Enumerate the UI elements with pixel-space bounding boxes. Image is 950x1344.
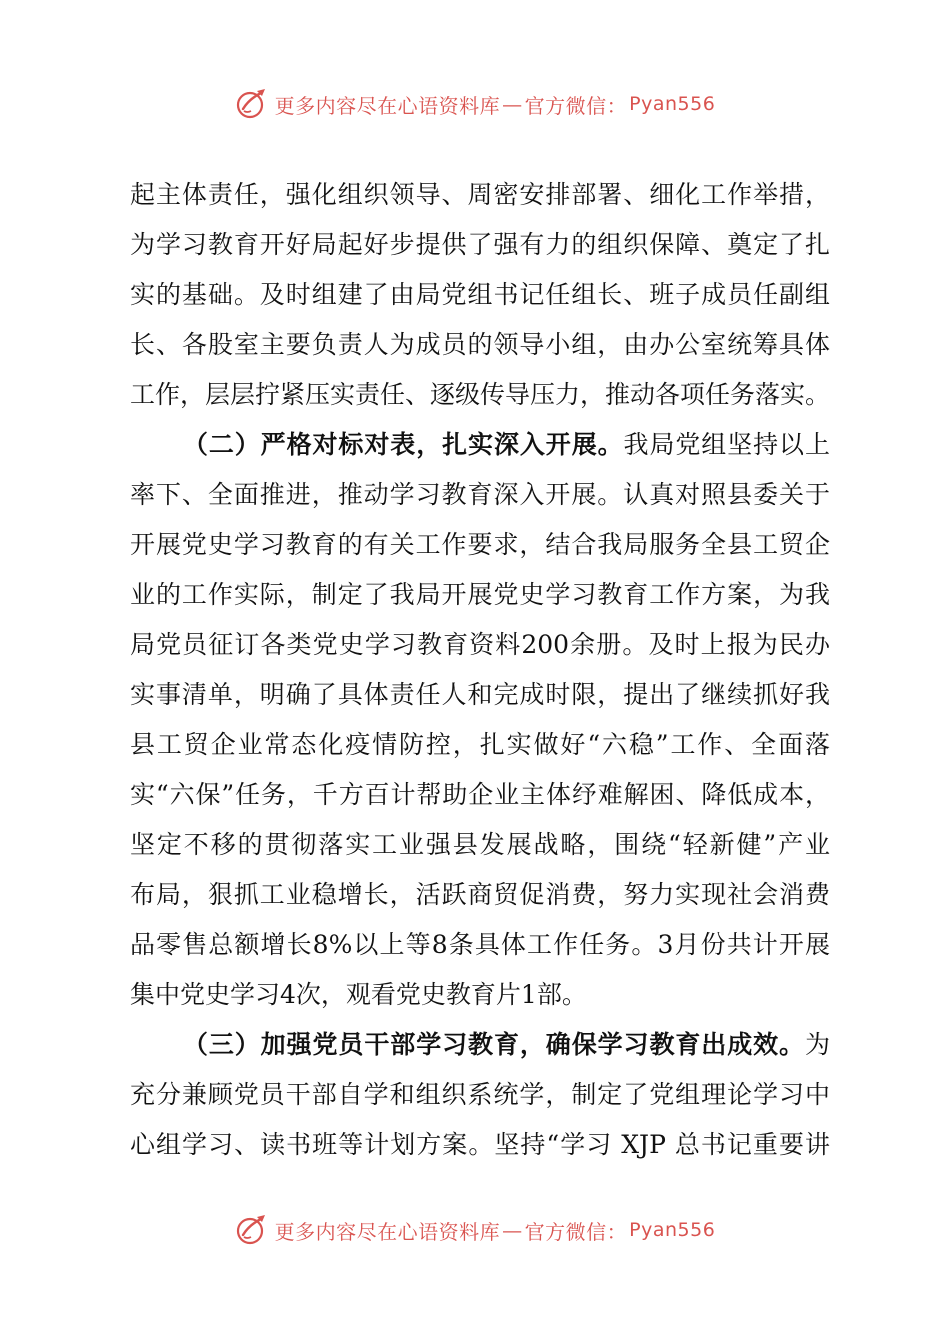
section-heading-2: （二）严格对标对表，扎实深入开展。 [182, 430, 624, 459]
text-line: 实“六保”任务，千方百计帮助企业主体纾难解困、降低成本， [130, 780, 830, 809]
text-line: 率下、全面推进，推动学习教育深入开展。认真对照县委关于 [130, 480, 830, 509]
text-line: 工作，层层拧紧压实责任、逐级传导压力，推动各项任务落实。 [130, 380, 831, 409]
paragraph-1 [130, 170, 830, 420]
banner-official-label: 官方微信： [524, 93, 628, 118]
header-banner [0, 82, 950, 126]
banner-official-label: 官方微信： [524, 1219, 628, 1244]
text-line: 县工贸企业常态化疫情防控，扎实做好“六稳”工作、全面落 [130, 730, 830, 759]
heading-line-rest: 我局党组坚持以上 [623, 430, 830, 459]
pen-logo-icon [235, 87, 269, 121]
text-line: 局党员征订各类党史学习教育资料200余册。及时上报为民办 [130, 630, 830, 659]
text-line: 集中党史学习4次，观看党史教育片1部。 [130, 980, 587, 1009]
text-line: 坚定不移的贯彻落实工业强县发展战略，围绕“轻新健”产业 [130, 830, 830, 859]
text-line: 长、各股室主要负责人为成员的领导小组，由办公室统筹具体 [130, 330, 830, 359]
text-line: 充分兼顾党员干部自学和组织系统学，制定了党组理论学习中 [130, 1080, 830, 1109]
text-line: 为学习教育开好局起好步提供了强有力的组织保障、奠定了扎 [130, 230, 830, 259]
text-line: 品零售总额增长8%以上等8条具体工作任务。3月份共计开展 [130, 930, 830, 959]
paragraph-2 [130, 420, 830, 1020]
text-line: 业的工作实际，制定了我局开展党史学习教育工作方案，为我 [130, 580, 830, 609]
banner-separator: — [502, 1218, 523, 1242]
text-line [130, 1020, 830, 1070]
section-heading-3: （三）加强党员干部学习教育，确保学习教育出成效。 [182, 1030, 805, 1059]
text-line: 心组学习、读书班等计划方案。坚持“学习 XJP 总书记重要讲 [130, 1130, 830, 1159]
text-line: 布局，狠抓工业稳增长，活跃商贸促消费，努力实现社会消费 [130, 880, 830, 909]
banner-separator: — [502, 92, 523, 116]
banner-wechat-id: Pyan556 [629, 1219, 716, 1241]
text-line: 开展党史学习教育的有关工作要求，结合我局服务全县工贸企 [130, 530, 830, 559]
banner-text: 更多内容尽在心语资料库 [274, 93, 501, 118]
text-line [130, 420, 830, 470]
text-line: 实事清单，明确了具体责任人和完成时限，提出了继续抓好我 [130, 680, 830, 709]
banner-wechat-id: Pyan556 [629, 93, 716, 115]
banner-text: 更多内容尽在心语资料库 [274, 1219, 501, 1244]
footer-banner [0, 1208, 950, 1252]
pen-logo-icon [235, 1213, 269, 1247]
text-line: 实的基础。及时组建了由局党组书记任组长、班子成员任副组 [130, 280, 830, 309]
text-line: 起主体责任，强化组织领导、周密安排部署、细化工作举措， [130, 180, 830, 209]
paragraph-3 [130, 1020, 830, 1170]
document-body [130, 170, 830, 1170]
heading-line-rest: 为 [804, 1030, 830, 1059]
